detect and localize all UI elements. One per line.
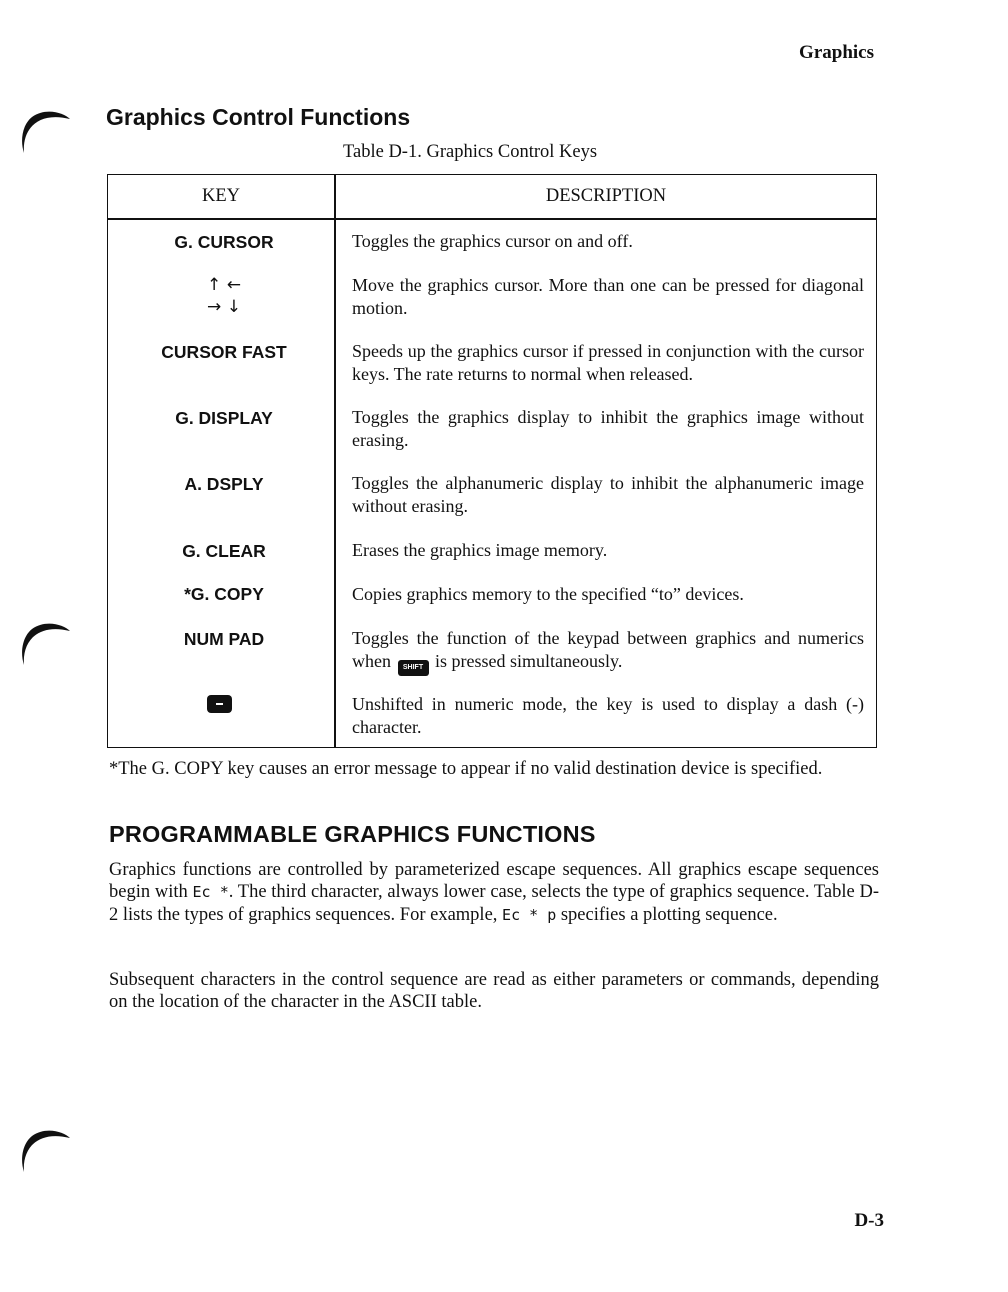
paragraph-text: Graphics functions are controlled by parameterized escape sequences. All graphics escape sequences begin with [109, 860, 879, 903]
key-label: NUM PAD [183, 629, 265, 649]
minus-key-icon [207, 695, 232, 713]
binder-hole-icon [18, 1122, 76, 1178]
shift-key-icon: SHIFT [398, 660, 429, 676]
key-label: G. CURSOR [174, 232, 274, 252]
arrow-keys-bottom: → ↓ [207, 297, 241, 317]
key-label: G. DISPLAY [175, 408, 273, 428]
escape-code: Ec * p [502, 905, 557, 924]
running-head: Graphics [799, 42, 874, 63]
table-footnote: *The G. COPY key causes an error message to appear if no valid destination device is specified. [109, 759, 823, 779]
escape-code: Ec * [192, 883, 229, 902]
arrow-keys-top: ↑ ← [207, 275, 241, 295]
key-label: *G. COPY [184, 584, 264, 604]
key-description: Speeds up the graphics cursor if pressed in conjunction with the cursor keys. The rate returns to normal when released. [352, 341, 864, 384]
column-divider [334, 175, 336, 747]
key-description: Erases the graphics image memory. [352, 540, 608, 560]
key-label: A. DSPLY [184, 474, 264, 494]
paragraph-text: . The third character, always lower case, selects the type of graphics sequence. Table D-2 lists the types of graphics sequences. For example, [109, 882, 880, 925]
key-description: Move the graphics cursor. More than one can be pressed for diagonal motion. [352, 275, 864, 318]
control-keys-table [107, 174, 877, 748]
cursor-arrow-keys [194, 274, 254, 318]
binder-hole-icon [18, 103, 76, 159]
key-label: CURSOR FAST [161, 342, 287, 362]
table-caption: Table D-1. Graphics Control Keys [343, 142, 598, 162]
paragraph [109, 859, 879, 926]
description-text: Toggles the function of the keypad between graphics and numerics when [352, 628, 864, 671]
section-title: Graphics Control Functions [106, 104, 411, 130]
key-description: Toggles the graphics display to inhibit the graphics image without erasing. [352, 407, 864, 450]
key-description: Unshifted in numeric mode, the key is used to display a dash (-) character. [352, 694, 864, 737]
header-divider [108, 218, 876, 220]
key-description: Toggles the alphanumeric display to inhibit the alphanumeric image without erasing. [352, 473, 864, 516]
key-description: Toggles the graphics cursor on and off. [352, 231, 633, 251]
page-number: D-3 [854, 1210, 884, 1231]
column-header-description: DESCRIPTION [545, 186, 667, 206]
paragraph-text: specifies a plotting sequence. [560, 904, 778, 925]
paragraph: Subsequent characters in the control sequence are read as either parameters or commands, depending on the location of the character in the ASCII table. [109, 970, 879, 1013]
column-header-key: KEY [201, 186, 241, 206]
section-title: PROGRAMMABLE GRAPHICS FUNCTIONS [109, 821, 596, 847]
key-label: G. CLEAR [182, 541, 266, 561]
description-text: is pressed simultaneously. [435, 650, 623, 671]
key-description [352, 627, 864, 676]
key-description: Copies graphics memory to the specified “to” devices. [352, 584, 744, 604]
binder-hole-icon [18, 615, 76, 671]
